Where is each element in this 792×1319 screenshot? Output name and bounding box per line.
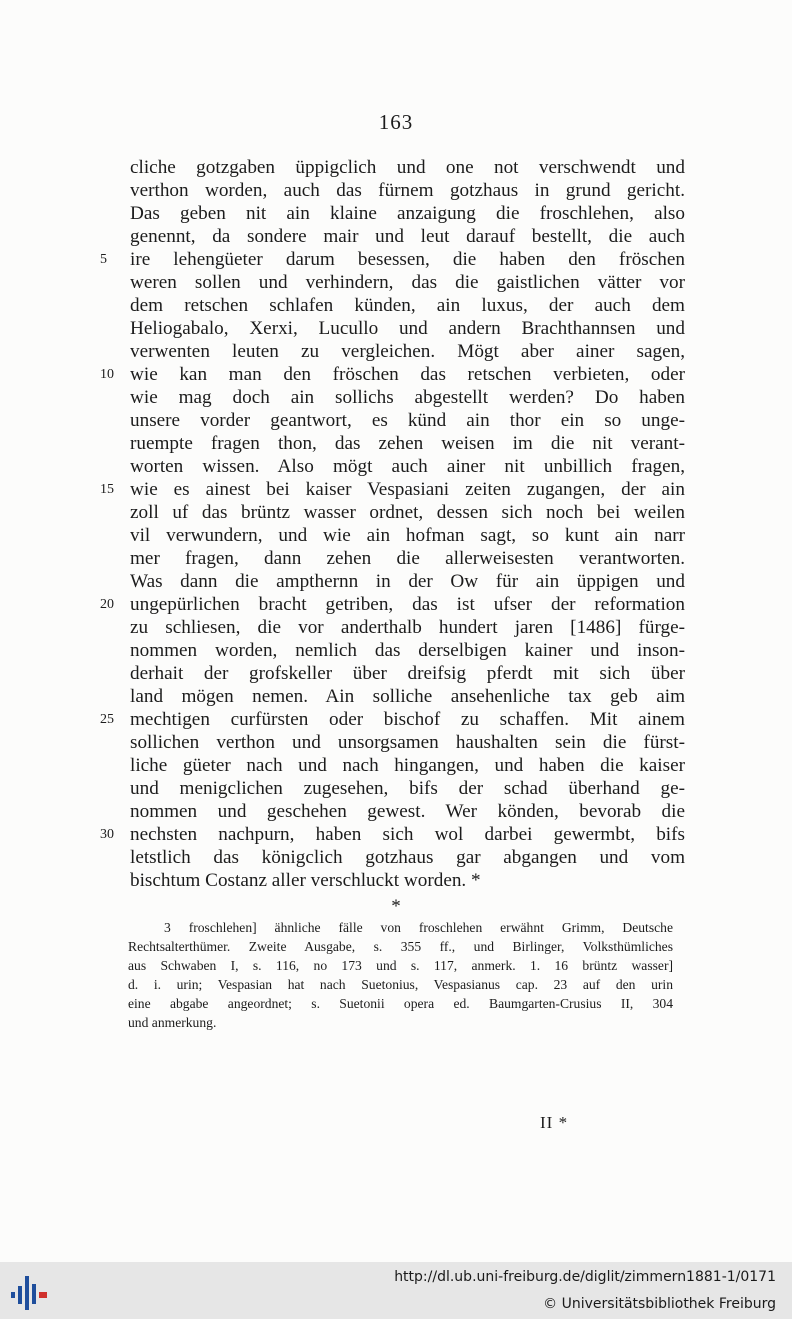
footnote-line: d. i. urin; Vespasian hat nach Suetonius, Vespasianus cap. 23 auf den urin — [128, 977, 673, 992]
text-line: letstlich das königclich gotzhaus gar abgangen und vom — [130, 847, 685, 868]
line-number: 10 — [100, 367, 114, 382]
text-line: Was dann die ampthernn in der Ow für ain üppigen und — [130, 571, 685, 592]
text-line: Heliogabalo, Xerxi, Lucullo und andern Brachthannsen und — [130, 318, 685, 339]
text-line: genennt, da sondere mair und leut darauf bestellt, die auch — [130, 226, 685, 247]
text-line: zoll uf das brüntz wasser ordnet, dessen sich noch bei weilen — [130, 502, 685, 523]
footnote-line: und anmerkung. — [128, 1015, 217, 1030]
line-number: 20 — [100, 597, 114, 612]
text-line: weren sollen und verhindern, das die gaistlichen vätter vor — [130, 272, 685, 293]
copyright-notice: © Universitätsbibliothek Freiburg — [543, 1296, 776, 1312]
text-line: dem retschen schlafen künden, ain luxus, der auch dem — [130, 295, 685, 316]
text-line: liche güeter nach und nach hingangen, und haben die kaiser — [130, 755, 685, 776]
text-line: verthon worden, auch das fürnem gotzhaus in grund gericht. — [130, 180, 685, 201]
footnote-separator: * — [391, 896, 401, 917]
text-line: ire lehengüeter darum besessen, die haben den fröschen — [130, 249, 685, 270]
text-line: nommen worden, nemlich das derselbigen kainer und inson- — [130, 640, 685, 661]
line-number: 30 — [100, 827, 114, 842]
text-line: wie mag doch ain sollichs abgestellt werden? Do haben — [130, 387, 685, 408]
footnote-line: 3 froschlehen] ähnliche fälle von froschlehen erwähnt Grimm, Deutsche — [164, 920, 673, 935]
footnote-line: Rechtsalterthümer. Zweite Ausgabe, s. 355 ff., und Birlinger, Volksthümliches — [128, 939, 673, 954]
text-line: wie es ainest bei kaiser Vespasiani zeiten zugangen, der ain — [130, 479, 685, 500]
text-line: Das geben nit ain klaine anzaigung die froschlehen, also — [130, 203, 685, 224]
text-line: ungepürlichen bracht getriben, das ist ufser der reformation — [130, 594, 685, 615]
text-line: mer fragen, dann zehen die allerweisesten verantworten. — [130, 548, 685, 569]
text-line: sollichen verthon und unsorgsamen haushalten sein die fürst- — [130, 732, 685, 753]
text-line: nommen und geschehen gewest. Wer könden, bevorab die — [130, 801, 685, 822]
permalink-url[interactable]: http://dl.ub.uni-freiburg.de/diglit/zimmern1881-1/0171 — [394, 1269, 776, 1285]
text-line: land mögen nemen. Ain solliche ansehenliche tax geb aim — [130, 686, 685, 707]
text-line: verwenten leuten zu vergleichen. Mögt aber ainer sagen, — [130, 341, 685, 362]
text-line: und menigclichen zugesehen, bifs der schad überhand ge- — [130, 778, 685, 799]
text-line: nechsten nachpurn, haben sich wol darbei gewermbt, bifs — [130, 824, 685, 845]
viewer-footer — [0, 1262, 792, 1319]
line-number: 25 — [100, 712, 114, 727]
text-line: zu schliesen, die vor anderthalb hundert jaren [1486] fürge- — [130, 617, 685, 638]
line-number: 15 — [100, 482, 114, 497]
text-line: worten wissen. Also mögt auch ainer nit unbillich fragen, — [130, 456, 685, 477]
text-line: unsere vorder geantwort, es künd ain thor ein so unge- — [130, 410, 685, 431]
ub-freiburg-logo-icon — [8, 1270, 52, 1314]
text-line: mechtigen curfürsten oder bischof zu schaffen. Mit ainem — [130, 709, 685, 730]
text-line: derhait der grofskeller über dreifsig pferdt mit sich über — [130, 663, 685, 684]
footnote-line: eine abgabe angeordnet; s. Suetonii opera ed. Baumgarten-Crusius II, 304 — [128, 996, 673, 1011]
text-line: vil verwundern, und wie ain hofman sagt, so kunt ain narr — [130, 525, 685, 546]
footnote-line: aus Schwaben I, s. 116, no 173 und s. 117, anmerk. 1. 16 brüntz wasser] — [128, 958, 673, 973]
text-line: cliche gotzgaben üppigclich und one not verschwendt und — [130, 157, 685, 178]
text-line: bischtum Costanz aller verschluckt worden. * — [130, 870, 481, 891]
page-number: 163 — [378, 110, 414, 134]
text-line: wie kan man den fröschen das retschen verbieten, oder — [130, 364, 685, 385]
text-line: ruempte fragen thon, das zehen weisen im die nit verant- — [130, 433, 685, 454]
signature-mark: II * — [540, 1113, 569, 1132]
line-number: 5 — [100, 252, 107, 267]
